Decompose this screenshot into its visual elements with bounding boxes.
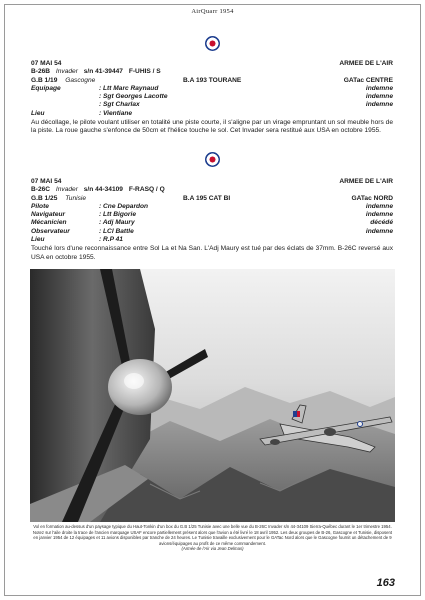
aircraft-photograph [30, 269, 395, 522]
loss-entry-2 [31, 178, 393, 262]
aircraft-serial: s/n 41-39447 [83, 68, 123, 76]
page-number: 163 [376, 577, 395, 589]
entry-narrative: Au décollage, le pilote voulant utiliser en totalité une piste courte, il s'aligne par un virage empruntant un sol meuble hors de la piste. La roue gauche s'enfonce de 50cm et l'hélice touche le sol. Cet Invader sera restitué aux USA en octobre 1955. [31, 119, 393, 135]
crew-status: indemne [365, 101, 393, 109]
location-label: Lieu [31, 236, 45, 244]
entry-date: 07 MAI 54 [31, 60, 62, 67]
entry-narrative: Touché lors d'une reconnaissance entre Sol La et Na San. L'Adj Maury est tué par des éclats de 37mm. B-26C reversé aux USA en octobre 1955. [31, 245, 393, 261]
aircraft-serial: s/n 44-34109 [83, 186, 123, 194]
command: GATac CENTRE [343, 76, 393, 84]
running-head: AirQuarr 1954 [191, 8, 234, 15]
entry-service: ARMEE DE L'AIR [339, 60, 393, 67]
crew-status: indemne [365, 227, 393, 235]
crew-name: : Ltt Marc Raynaud [99, 84, 159, 92]
base: B.A 195 CAT BI [183, 194, 231, 202]
caption-credit: (Armée de l'Air via Jean Delmas) [181, 546, 244, 552]
french-roundel-icon [205, 36, 220, 51]
crew-name: : LCl Battle [99, 227, 134, 235]
french-roundel-icon [205, 152, 220, 167]
aircraft-type: B-26B [31, 68, 51, 76]
crew-name: : Sgt Georges Lacotte [99, 93, 168, 101]
crew-name: : Ltt Bigorie [99, 211, 136, 219]
crew-status: indemne [365, 202, 393, 210]
photo-caption [30, 524, 395, 552]
crew-role: Observateur [31, 227, 70, 235]
crew-status: indemne [365, 84, 393, 92]
crew-status: indemne [365, 211, 393, 219]
crew-name: : Adj Maury [99, 219, 135, 227]
aircraft-type: B-26C [31, 186, 51, 194]
unit: G.B 1/25 [31, 194, 58, 202]
crew-status: indemne [365, 93, 393, 101]
location-value: : R.P 41 [99, 236, 123, 244]
loss-entry-1 [31, 60, 393, 136]
location-label: Lieu [31, 109, 45, 117]
crew-role: Navigateur [31, 211, 66, 219]
unit-name: Tunisie [65, 194, 87, 202]
crew-label: Equipage [31, 84, 61, 92]
unit-name: Gascogne [65, 76, 96, 84]
unit: G.B 1/19 [31, 76, 58, 84]
crew-role: Mécanicien [31, 219, 67, 227]
entry-date: 07 MAI 54 [31, 178, 62, 185]
caption-text: Vol en formation au-dessus d'un paysage typique du Haut-Tonkin d'un box du G.B 1/25 Tunisie avec une belle vue du B-26C Invader s/n 44-34109 Sierra-Québec durant le 1er trimestre 1954. Notez sur l'aile droite la trace de l'ancien marquage USAF encore partiellement présent alors que l'avion a été livré le 18 avril 1952. Les deux groupes de B-26, Gascogne et Tunisie, disposent en janvier 1954 de 12 équipages et 11 avions disponibles par tranche de 24 heures. Le Tunisie travaille exclusivement pour le GATac Nord alors que le Gascogne fournit un détachement de 9 avions/équipages au profit de ce même commandement. [32, 524, 393, 546]
crew-name: : Sgt Charlax [99, 101, 140, 109]
photo-illustration [30, 269, 395, 522]
aircraft-model: Invader [55, 68, 78, 76]
crew-name: : Cne Depardon [99, 202, 149, 210]
aircraft-model: Invader [55, 186, 78, 194]
aircraft-registration: F-UHIS / S [128, 68, 161, 76]
entry-service: ARMEE DE L'AIR [339, 178, 393, 185]
crew-status: décédé [370, 219, 393, 227]
command: GATac NORD [351, 194, 393, 202]
aircraft-registration: F-RASQ / Q [128, 186, 165, 194]
location-value: : Vientiane [99, 109, 133, 117]
crew-role: Pilote [31, 202, 49, 210]
base: B.A 193 TOURANE [183, 76, 242, 84]
